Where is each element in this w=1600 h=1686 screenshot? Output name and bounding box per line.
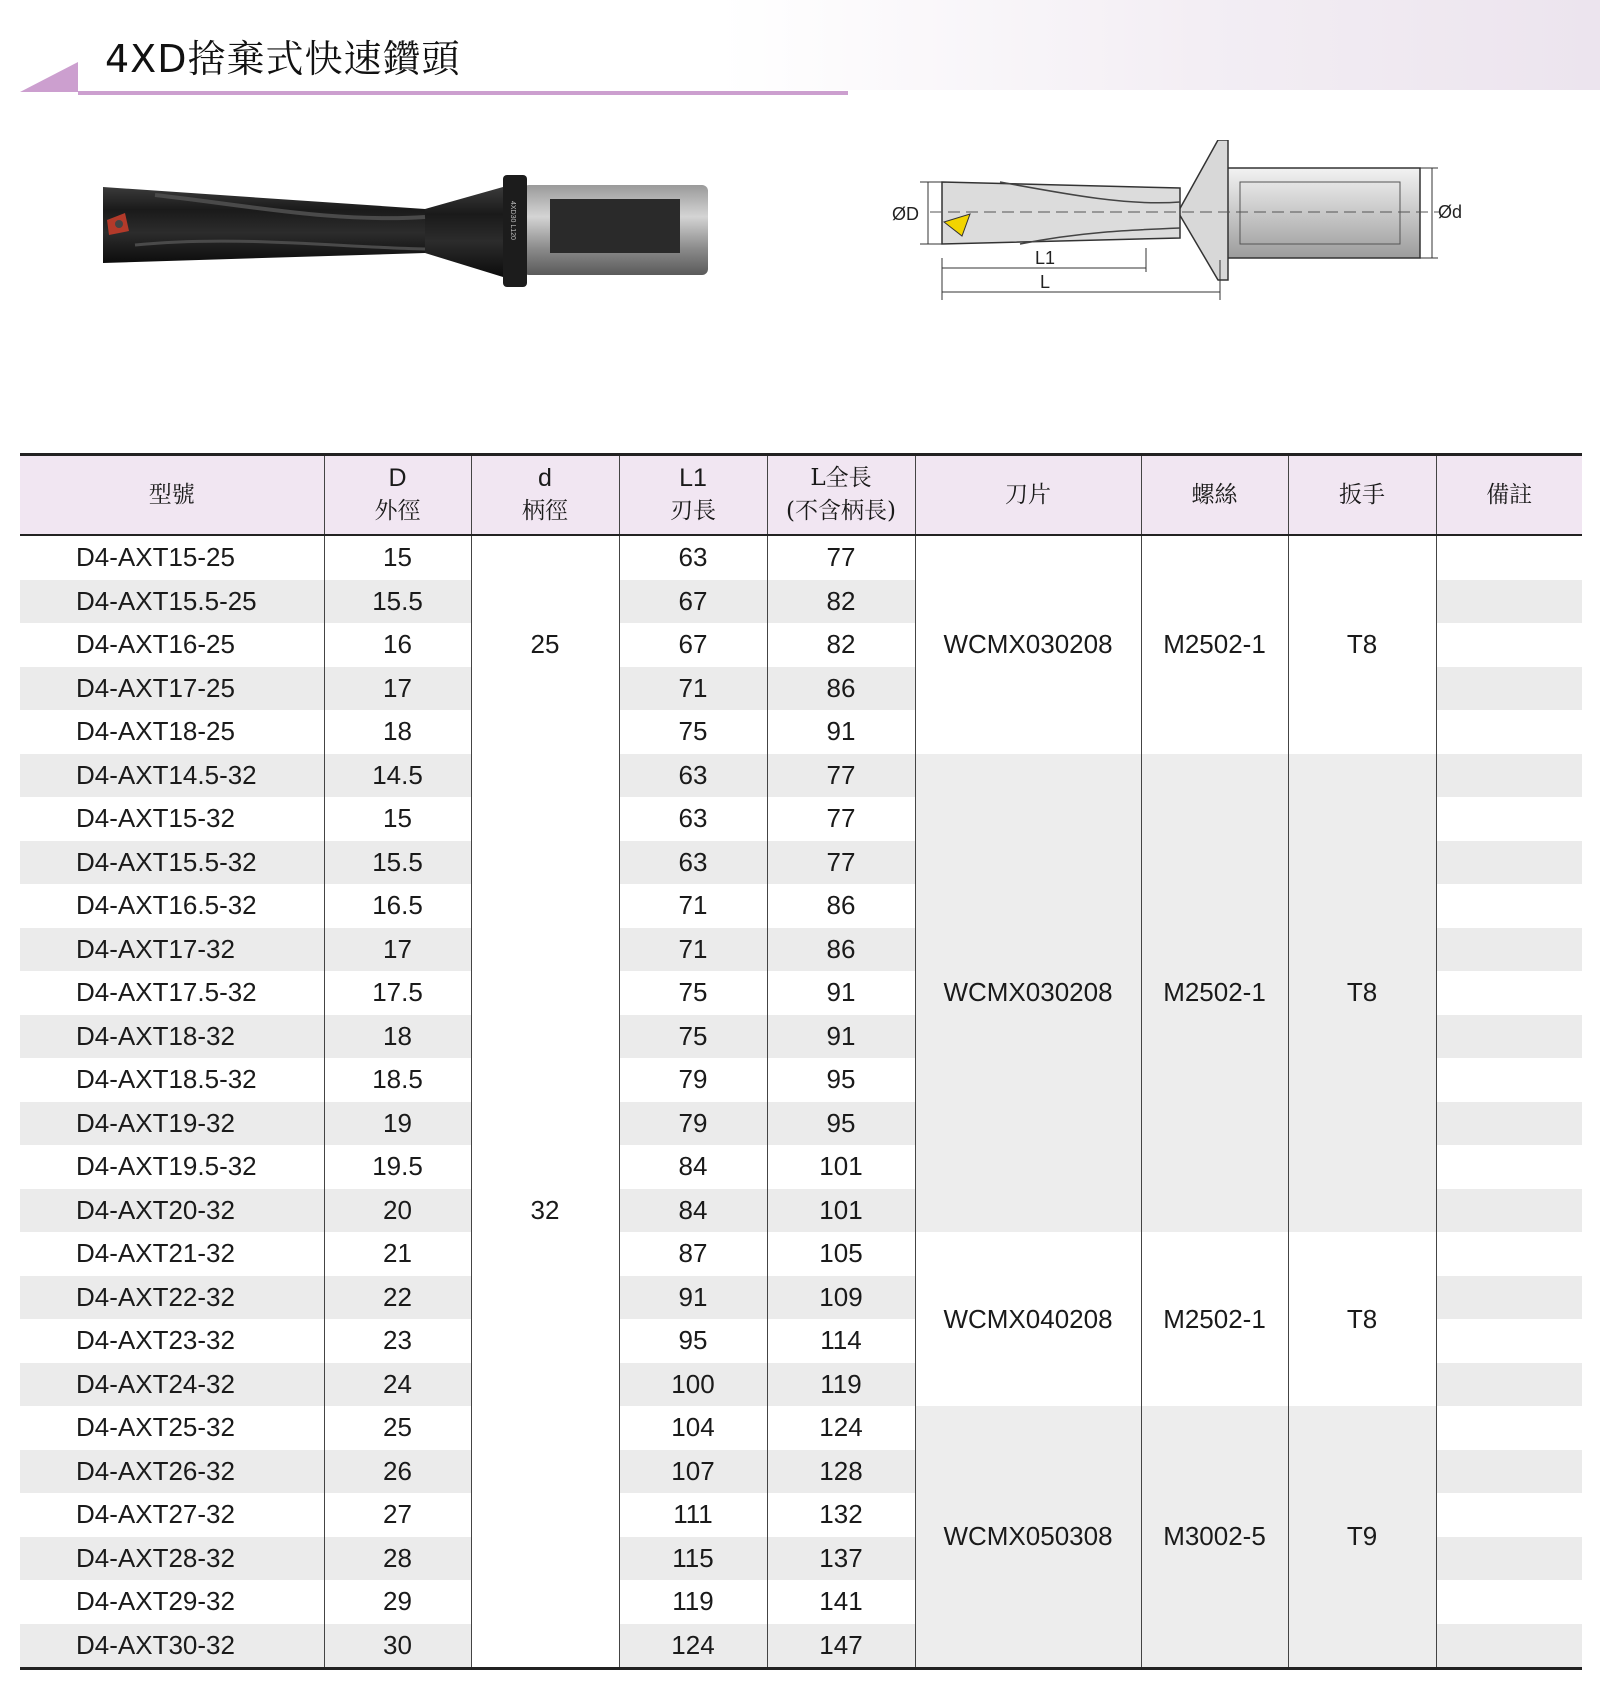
cell-outer-diameter: 15 <box>324 535 471 580</box>
cell-insert: WCMX050308 <box>915 1406 1141 1669</box>
cell-outer-diameter: 17 <box>324 928 471 972</box>
cell-model: D4-AXT27-32 <box>76 1499 235 1530</box>
header-line2: 柄徑 <box>522 498 568 524</box>
title-accent-triangle <box>20 62 78 92</box>
cell-flute-length: 124 <box>619 1624 767 1669</box>
cell-flute-length: 119 <box>619 1580 767 1624</box>
photo-engraving: 4XD30 L120 <box>509 201 516 240</box>
cell-overall-length: 91 <box>767 971 915 1015</box>
header-outer-diameter <box>324 455 471 536</box>
title-underline <box>78 91 848 95</box>
cell-overall-length: 137 <box>767 1537 915 1581</box>
cell-outer-diameter: 25 <box>324 1406 471 1450</box>
cell-model: D4-AXT16-25 <box>76 629 235 660</box>
dimension-diagram <box>880 140 1480 310</box>
header-flute-length <box>619 455 767 536</box>
cell-remarks <box>1436 1580 1582 1624</box>
cell-model: D4-AXT17-32 <box>20 928 324 972</box>
cell-outer-diameter: 18.5 <box>324 1058 471 1102</box>
cell-overall-length: 114 <box>767 1319 915 1363</box>
cell-remarks <box>1436 1450 1582 1494</box>
cell-model: D4-AXT21-32 <box>76 1238 235 1269</box>
cell-outer-diameter: 17.5 <box>324 971 471 1015</box>
header-line1: 扳手 <box>1339 481 1385 508</box>
cell-remarks <box>1436 1537 1582 1581</box>
header-line1: 刀片 <box>1005 481 1051 508</box>
cell-outer-diameter: 29 <box>324 1580 471 1624</box>
cell-remarks <box>1436 841 1582 885</box>
header-line1: 備註 <box>1486 481 1533 508</box>
cell-overall-length: 82 <box>767 580 915 624</box>
cell-outer-diameter: 17 <box>324 667 471 711</box>
header-model <box>20 455 324 536</box>
cell-flute-length: 111 <box>619 1493 767 1537</box>
cell-flute-length: 75 <box>619 1015 767 1059</box>
cell-flute-length: 79 <box>619 1102 767 1146</box>
table-row <box>20 754 1582 798</box>
page-title: 4XD捨棄式快速鑽頭 <box>105 37 461 81</box>
header-line1: 型號 <box>148 481 195 508</box>
cell-remarks <box>1436 797 1582 841</box>
cell-remarks <box>1436 884 1582 928</box>
cell-overall-length: 105 <box>767 1232 915 1276</box>
cell-remarks <box>1436 928 1582 972</box>
cell-model: D4-AXT18.5-32 <box>76 1064 257 1095</box>
cell-outer-diameter: 21 <box>324 1232 471 1276</box>
cell-remarks <box>1436 1145 1582 1189</box>
cell-remarks <box>1436 1493 1582 1537</box>
cell-flute-length: 71 <box>619 928 767 972</box>
cell-outer-diameter: 14.5 <box>324 754 471 798</box>
cell-flute-length: 63 <box>619 754 767 798</box>
cell-flute-length: 107 <box>619 1450 767 1494</box>
cell-overall-length: 141 <box>767 1580 915 1624</box>
cell-flute-length: 63 <box>619 535 767 580</box>
cell-outer-diameter: 18 <box>324 710 471 754</box>
cell-outer-diameter: 16.5 <box>324 884 471 928</box>
cell-outer-diameter: 18 <box>324 1015 471 1059</box>
cell-remarks <box>1436 1232 1582 1276</box>
cell-model: D4-AXT26-32 <box>20 1450 324 1494</box>
table-header-row <box>20 455 1582 536</box>
cell-model: D4-AXT17-25 <box>20 667 324 711</box>
cell-remarks <box>1436 1624 1582 1669</box>
cell-remarks <box>1436 710 1582 754</box>
diagram-label-d: Ød <box>1438 202 1463 222</box>
cell-screw: M2502-1 <box>1141 754 1288 1233</box>
cell-remarks <box>1436 1363 1582 1407</box>
cell-remarks <box>1436 1015 1582 1059</box>
header-line2: 刃長 <box>670 498 716 524</box>
table-row <box>20 1406 1582 1450</box>
cell-remarks <box>1436 1406 1582 1450</box>
cell-model: D4-AXT16.5-32 <box>76 890 257 921</box>
cell-model: D4-AXT28-32 <box>20 1537 324 1581</box>
header-line1: 螺絲 <box>1191 481 1238 508</box>
header-line1: d <box>538 464 552 492</box>
cell-outer-diameter: 15.5 <box>324 580 471 624</box>
cell-flute-length: 91 <box>619 1276 767 1320</box>
cell-overall-length: 86 <box>767 928 915 972</box>
cell-flute-length: 75 <box>619 971 767 1015</box>
diagram-label-L1: L1 <box>1035 248 1056 268</box>
cell-overall-length: 101 <box>767 1145 915 1189</box>
cell-model: D4-AXT15.5-25 <box>20 580 324 624</box>
table-row <box>20 1232 1582 1276</box>
cell-insert: WCMX040208 <box>915 1232 1141 1406</box>
cell-overall-length: 77 <box>767 797 915 841</box>
cell-overall-length: 95 <box>767 1058 915 1102</box>
cell-outer-diameter: 24 <box>324 1363 471 1407</box>
cell-outer-diameter: 30 <box>324 1624 471 1669</box>
spec-table <box>20 453 1582 1670</box>
header-overall-length <box>767 455 915 536</box>
cell-remarks <box>1436 667 1582 711</box>
cell-remarks <box>1436 754 1582 798</box>
cell-overall-length: 132 <box>767 1493 915 1537</box>
cell-flute-length: 115 <box>619 1537 767 1581</box>
cell-overall-length: 77 <box>767 841 915 885</box>
cell-flute-length: 95 <box>619 1319 767 1363</box>
cell-flute-length: 71 <box>619 667 767 711</box>
header-screw <box>1141 455 1288 536</box>
cell-wrench: T8 <box>1288 754 1436 1233</box>
cell-model: D4-AXT15-32 <box>76 803 235 834</box>
cell-flute-length: 100 <box>619 1363 767 1407</box>
cell-overall-length: 86 <box>767 667 915 711</box>
header-insert <box>915 455 1141 536</box>
drill-photo <box>95 165 735 305</box>
cell-overall-length: 91 <box>767 710 915 754</box>
cell-insert: WCMX030208 <box>915 535 1141 754</box>
cell-remarks <box>1436 535 1582 580</box>
cell-wrench: T9 <box>1288 1406 1436 1669</box>
cell-outer-diameter: 28 <box>324 1537 471 1581</box>
cell-shank-diameter: 25 <box>471 535 619 754</box>
cell-overall-length: 124 <box>767 1406 915 1450</box>
cell-flute-length: 84 <box>619 1145 767 1189</box>
cell-model: D4-AXT24-32 <box>20 1363 324 1407</box>
cell-overall-length: 77 <box>767 535 915 580</box>
cell-remarks <box>1436 1319 1582 1363</box>
cell-wrench: T8 <box>1288 1232 1436 1406</box>
cell-flute-length: 63 <box>619 841 767 885</box>
cell-model: D4-AXT19-32 <box>20 1102 324 1146</box>
cell-overall-length: 147 <box>767 1624 915 1669</box>
cell-flute-length: 67 <box>619 623 767 667</box>
cell-model: D4-AXT25-32 <box>76 1412 235 1443</box>
cell-overall-length: 95 <box>767 1102 915 1146</box>
cell-outer-diameter: 15 <box>324 797 471 841</box>
cell-outer-diameter: 26 <box>324 1450 471 1494</box>
cell-remarks <box>1436 1102 1582 1146</box>
diagram-label-L: L <box>1040 272 1051 292</box>
cell-model: D4-AXT23-32 <box>76 1325 235 1356</box>
cell-outer-diameter: 19.5 <box>324 1145 471 1189</box>
header-line1: L1 <box>679 464 707 492</box>
cell-screw: M3002-5 <box>1141 1406 1288 1669</box>
cell-outer-diameter: 27 <box>324 1493 471 1537</box>
cell-outer-diameter: 15.5 <box>324 841 471 885</box>
cell-remarks <box>1436 623 1582 667</box>
cell-remarks <box>1436 580 1582 624</box>
cell-model: D4-AXT18-32 <box>20 1015 324 1059</box>
cell-model: D4-AXT15-25 <box>76 542 235 573</box>
cell-wrench: T8 <box>1288 535 1436 754</box>
title-block <box>20 28 850 100</box>
diagram-label-D: ØD <box>892 204 919 224</box>
cell-flute-length: 87 <box>619 1232 767 1276</box>
header-line1: D <box>388 464 407 492</box>
cell-flute-length: 63 <box>619 797 767 841</box>
header-line1: L全長 <box>810 465 872 491</box>
cell-remarks <box>1436 1276 1582 1320</box>
cell-overall-length: 128 <box>767 1450 915 1494</box>
header-shank-diameter <box>471 455 619 536</box>
cell-flute-length: 67 <box>619 580 767 624</box>
cell-flute-length: 75 <box>619 710 767 754</box>
cell-screw: M2502-1 <box>1141 535 1288 754</box>
header-line2: (不含柄長) <box>786 498 896 524</box>
cell-model: D4-AXT17.5-32 <box>76 977 257 1008</box>
cell-overall-length: 109 <box>767 1276 915 1320</box>
header-remarks <box>1436 455 1582 536</box>
cell-screw: M2502-1 <box>1141 1232 1288 1406</box>
table-row <box>20 535 1582 580</box>
header-line2: 外徑 <box>374 498 421 524</box>
cell-overall-length: 119 <box>767 1363 915 1407</box>
cell-model: D4-AXT20-32 <box>20 1189 324 1233</box>
cell-outer-diameter: 16 <box>324 623 471 667</box>
cell-outer-diameter: 19 <box>324 1102 471 1146</box>
cell-remarks <box>1436 971 1582 1015</box>
cell-flute-length: 104 <box>619 1406 767 1450</box>
cell-overall-length: 77 <box>767 754 915 798</box>
cell-shank-diameter: 32 <box>471 754 619 1669</box>
cell-model: D4-AXT19.5-32 <box>76 1151 257 1182</box>
cell-remarks <box>1436 1189 1582 1233</box>
cell-overall-length: 82 <box>767 623 915 667</box>
cell-model: D4-AXT30-32 <box>20 1624 324 1669</box>
cell-model: D4-AXT14.5-32 <box>20 754 324 798</box>
cell-overall-length: 101 <box>767 1189 915 1233</box>
cell-outer-diameter: 23 <box>324 1319 471 1363</box>
cell-model: D4-AXT15.5-32 <box>20 841 324 885</box>
cell-flute-length: 84 <box>619 1189 767 1233</box>
cell-model: D4-AXT22-32 <box>20 1276 324 1320</box>
cell-model: D4-AXT29-32 <box>76 1586 235 1617</box>
cell-overall-length: 91 <box>767 1015 915 1059</box>
cell-flute-length: 79 <box>619 1058 767 1102</box>
cell-insert: WCMX030208 <box>915 754 1141 1233</box>
cell-overall-length: 86 <box>767 884 915 928</box>
cell-remarks <box>1436 1058 1582 1102</box>
cell-model: D4-AXT18-25 <box>76 716 235 747</box>
cell-outer-diameter: 22 <box>324 1276 471 1320</box>
cell-outer-diameter: 20 <box>324 1189 471 1233</box>
header-wrench <box>1288 455 1436 536</box>
cell-flute-length: 71 <box>619 884 767 928</box>
